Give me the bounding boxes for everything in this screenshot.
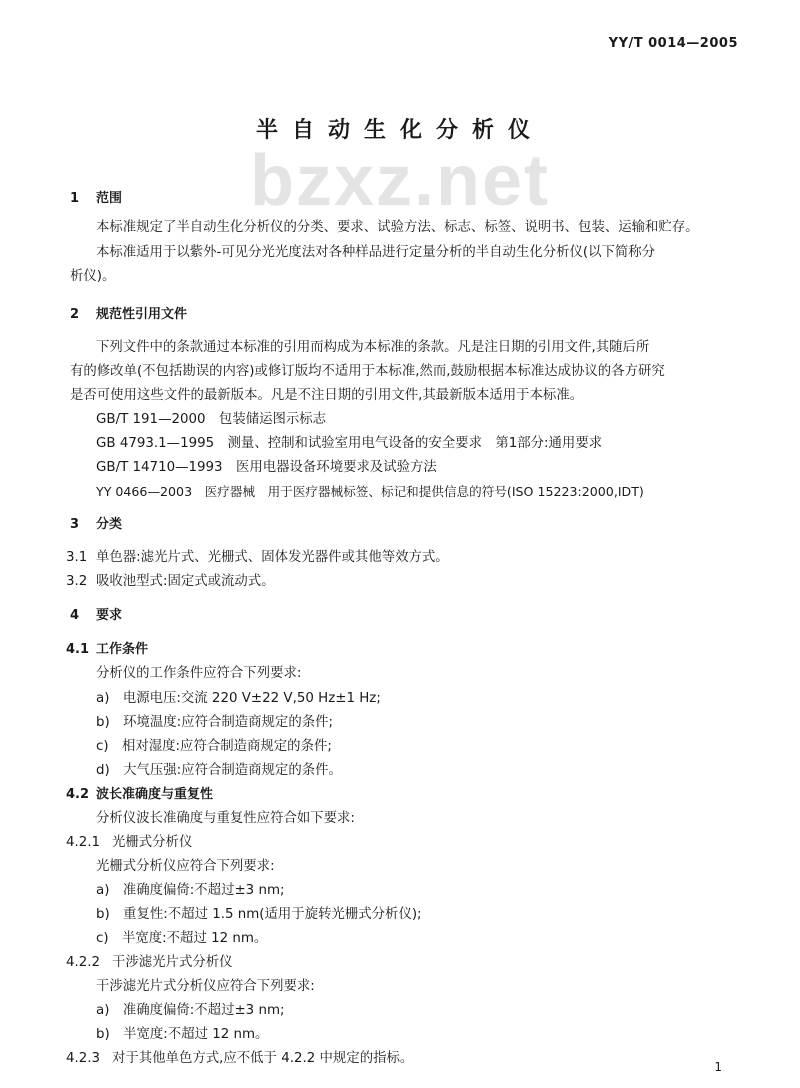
paragraph-line: 干涉滤光片式分析仪应符合下列要求: bbox=[96, 979, 315, 994]
list-item: b) 重复性:不超过 1.5 nm(适用于旋转光栅式分析仪); bbox=[96, 907, 422, 922]
paragraph-line: 光栅式分析仪应符合下列要求: bbox=[96, 859, 275, 874]
section-3-heading bbox=[70, 516, 122, 534]
section-number: 4 bbox=[70, 608, 80, 623]
section-title: 分类 bbox=[96, 517, 123, 532]
list-item: a) 电源电压:交流 220 V±22 V,50 Hz±1 Hz; bbox=[96, 691, 381, 706]
list-item: b) 半宽度:不超过 12 nm。 bbox=[96, 1027, 269, 1042]
reference-item: YY 0466—2003 医疗器械 用于医疗器械标签、标记和提供信息的符号(ISO 15223:2000,IDT) bbox=[96, 484, 644, 499]
clause-3-1 bbox=[66, 549, 449, 567]
clause-number: 4.2 bbox=[66, 787, 90, 802]
clause-number: 4.1 bbox=[66, 642, 90, 657]
list-item: b) 环境温度:应符合制造商规定的条件; bbox=[96, 715, 333, 730]
section-1-heading bbox=[70, 190, 122, 208]
section-2-heading bbox=[70, 306, 187, 324]
watermark: bzxz.net bbox=[249, 141, 551, 221]
paragraph-line: 析仪)。 bbox=[70, 269, 116, 284]
clause-number: 4.2.3 bbox=[66, 1051, 101, 1066]
section-number: 3 bbox=[70, 517, 80, 532]
section-number: 1 bbox=[70, 191, 80, 206]
paragraph-line: 本标准适用于以紫外-可见分光光度法对各种样品进行定量分析的半自动生化分析仪(以下简称分 bbox=[96, 245, 656, 260]
reference-item: GB/T 14710—1993 医用电器设备环境要求及试验方法 bbox=[96, 460, 437, 475]
clause-title: 波长准确度与重复性 bbox=[96, 787, 214, 802]
clause-title: 光栅式分析仪 bbox=[112, 835, 193, 850]
section-4-heading bbox=[70, 607, 122, 625]
clause-4-2-3 bbox=[66, 1050, 413, 1068]
clause-title: 干涉滤光片式分析仪 bbox=[112, 955, 233, 970]
section-title: 要求 bbox=[96, 608, 123, 623]
clause-4-2-heading bbox=[66, 786, 213, 804]
clause-number: 4.2.1 bbox=[66, 835, 101, 850]
clause-number: 4.2.2 bbox=[66, 955, 101, 970]
paragraph-line: 本标准规定了半自动生化分析仪的分类、要求、试验方法、标志、标签、说明书、包装、运输和贮存。 bbox=[96, 220, 699, 235]
clause-4-2-2-heading bbox=[66, 954, 233, 972]
list-item: a) 准确度偏倚:不超过±3 nm; bbox=[96, 883, 285, 898]
clause-text: 对于其他单色方式,应不低于 4.2.2 中规定的指标。 bbox=[112, 1051, 414, 1066]
section-title: 规范性引用文件 bbox=[96, 307, 188, 322]
clause-text: 单色器:滤光片式、光栅式、固体发光器件或其他等效方式。 bbox=[96, 550, 449, 565]
clause-number: 3.1 bbox=[66, 550, 88, 565]
clause-number: 3.2 bbox=[66, 574, 88, 589]
list-item: d) 大气压强:应符合制造商规定的条件。 bbox=[96, 763, 342, 778]
list-item: a) 准确度偏倚:不超过±3 nm; bbox=[96, 1003, 285, 1018]
paragraph-line: 分析仪波长准确度与重复性应符合如下要求: bbox=[96, 811, 355, 826]
document-title: 半自动生化分析仪 bbox=[255, 118, 544, 143]
section-number: 2 bbox=[70, 307, 80, 322]
list-item: c) 相对湿度:应符合制造商规定的条件; bbox=[96, 739, 332, 754]
reference-item: GB/T 191—2000 包装储运图示标志 bbox=[96, 412, 327, 427]
section-title: 范围 bbox=[96, 191, 123, 206]
clause-4-2-1-heading bbox=[66, 834, 192, 852]
paragraph-line: 是否可使用这些文件的最新版本。凡是不注日期的引用文件,其最新版本适用于本标准。 bbox=[70, 388, 584, 403]
standard-code: YY/T 0014—2005 bbox=[608, 36, 738, 51]
reference-item: GB 4793.1—1995 测量、控制和试验室用电气设备的安全要求 第1部分:通用要求 bbox=[96, 436, 603, 451]
page-number: 1 bbox=[714, 1060, 722, 1074]
paragraph-line: 下列文件中的条款通过本标准的引用而构成为本标准的条款。凡是注日期的引用文件,其随后所 bbox=[96, 340, 650, 355]
clause-text: 吸收池型式:固定式或流动式。 bbox=[96, 574, 275, 589]
clause-title: 工作条件 bbox=[96, 642, 149, 657]
paragraph-line: 有的修改单(不包括勘误的内容)或修订版均不适用于本标准,然而,鼓励根据本标准达成协议的各方研究 bbox=[70, 364, 665, 379]
clause-3-2 bbox=[66, 573, 275, 591]
paragraph-line: 分析仪的工作条件应符合下列要求: bbox=[96, 666, 302, 681]
clause-4-1-heading bbox=[66, 641, 148, 659]
list-item: c) 半宽度:不超过 12 nm。 bbox=[96, 931, 268, 946]
